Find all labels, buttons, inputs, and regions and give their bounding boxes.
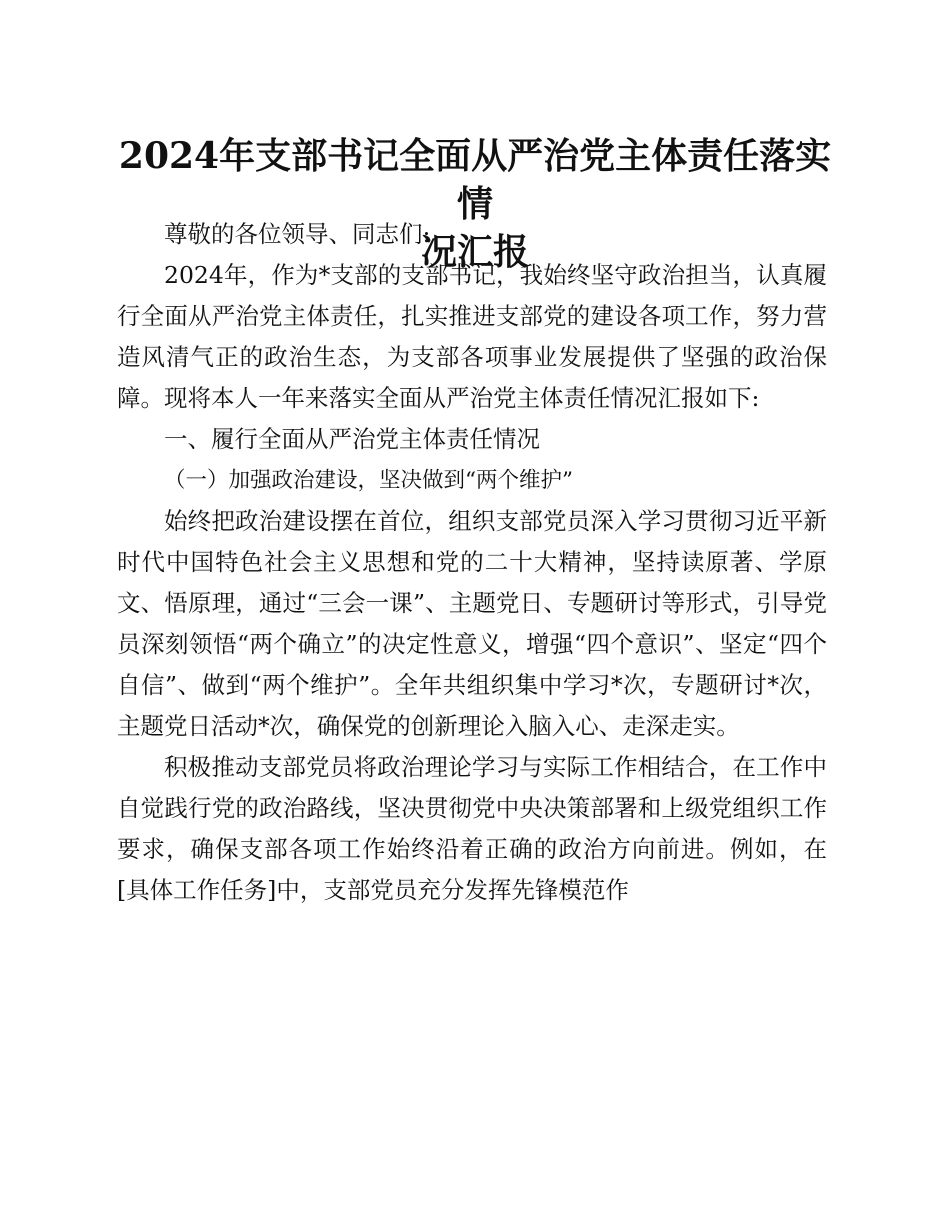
section-heading: 一、履行全面从严治党主体责任情况 — [164, 425, 540, 453]
subsection-heading: （一）加强政治建设，坚决做到“两个维护” — [164, 468, 573, 493]
title-line-2: 况汇报 — [420, 231, 529, 273]
body-paragraph-2: 积极推动支部党员将政治理论学习与实际工作相结合，在工作中自觉践行党的政治路线，坚决贯彻党中央决策部署和上级党组织工作要求，确保支部各项工作始终沿着正确的政治方向前进。例如，在[具体工作任务]中，支部党员充分发挥先锋模范作 — [117, 753, 827, 904]
intro-paragraph: 2024年，作为*支部的支部书记，我始终坚守政治担当，认真履行全面从严治党主体责任，扎实推进支部党的建设各项工作，努力营造风清气正的政治生态，为支部各项事业发展提供了坚强的政治保障。现将本人一年来落实全面从严治党主体责任情况汇报如下: — [117, 261, 827, 412]
body-paragraph-1: 始终把政治建设摆在首位，组织支部党员深入学习贯彻习近平新时代中国特色社会主义思想和党的二十大精神，坚持读原著、学原文、悟原理，通过“三会一课”、主题党日、专题研讨等形式，引导党员深刻领悟“两个确立”的决定性意义，增强“四个意识”、坚定“四个自信”、做到“两个维护”。全年共组织集中学习*次，专题研讨*次，主题党日活动*次，确保党的创新理论入脑入心、走深走实。 — [117, 507, 827, 740]
document-body — [117, 214, 827, 911]
salutation: 尊敬的各位领导、同志们: — [164, 220, 431, 248]
title-line-1: 2024年支部书记全面从严治党主体责任落实情 — [118, 135, 832, 225]
